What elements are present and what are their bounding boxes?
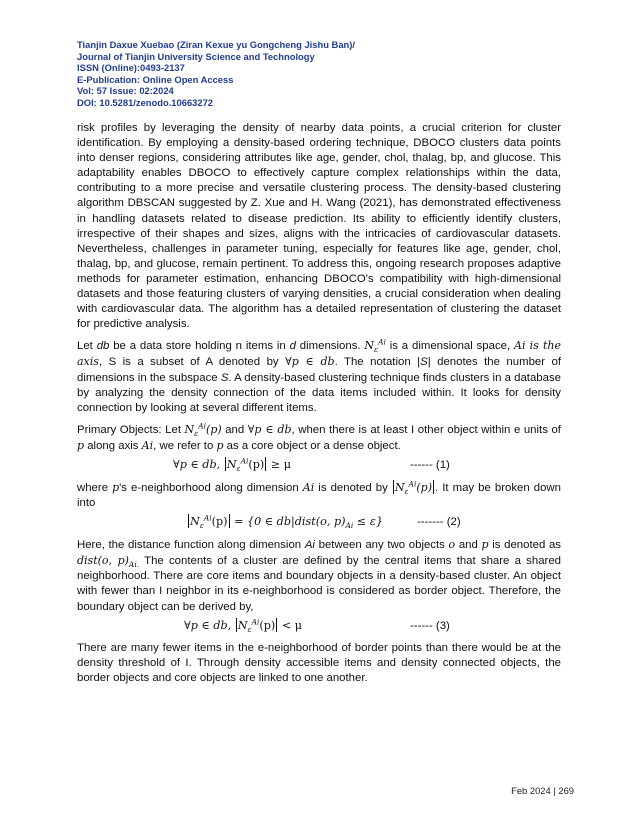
equation-2-formula: $N_\varepsilon^{Ai}(p) = \{0$ ∈ db|dist(o, $p)_{Ai} \le \varepsilon$} (190, 513, 383, 531)
issn: ISSN (Online):0493-2137 (77, 62, 185, 74)
text: db (96, 340, 110, 353)
text: The contents of a cluster are defined by the central items that share a shared neighborhood. There are core items and boundary objects in a density-based cluster. An object with fewer than I neighbor in its e-neighborhood is considered as border object. Therefore, the boundary object can be derived by, (77, 555, 561, 613)
text: | denotes the number of dimensions in the subspace (77, 356, 562, 384)
text: Ai (141, 438, 154, 452)
text: , we refer to (153, 439, 217, 452)
text: p (216, 438, 224, 452)
distance-expression: dist(o, $p)_{Ai.}$ (77, 554, 140, 570)
volume-issue: Vol: 57 Issue: 02:2024 (77, 85, 174, 97)
neighborhood-symbol: $N_\varepsilon^{Ai}(p)$ (184, 421, 222, 438)
text: where (77, 481, 113, 494)
text: is denoted by (314, 481, 392, 494)
journal-title-line: Tianjin Daxue Xuebao (Ziran Kexue yu Gongcheng Jishu Ban)/ (77, 39, 355, 50)
equation-2-label: ------- (2) (417, 516, 461, 529)
equation-3-label: ------ (3) (410, 619, 450, 632)
text: is denoted as (488, 539, 561, 552)
neighborhood-symbol: $N_\varepsilon^{Ai}$ (364, 337, 386, 355)
article-body (77, 121, 561, 686)
forall-expression: ∀p ∈ db (247, 422, 292, 436)
text: o (448, 538, 456, 552)
text: p (112, 480, 120, 494)
text: p (481, 538, 489, 552)
text: be a data store holding n items in (109, 340, 290, 353)
text: . A density-based clustering technique finds clusters in a database by analyzing the density connection of the data items included within. It looks for density connection by looking at several different items. (77, 371, 561, 414)
text: Ai is the axis (77, 339, 562, 369)
text: and (455, 539, 482, 552)
equation-1 (77, 454, 561, 480)
text: d (289, 340, 296, 353)
text: along axis (84, 439, 142, 452)
equation-1-label: ------ (1) (410, 458, 450, 471)
journal-english-title: Journal of Tianjin University Science and Technology (77, 50, 315, 62)
text: dimensions. (295, 340, 365, 353)
text: Ai (304, 539, 315, 552)
text: between any two objects (314, 539, 449, 552)
neighborhood-expression: $N_\varepsilon^{Ai}(p)$ (394, 479, 432, 497)
text: S (220, 371, 229, 384)
equation-3-formula: ∀p ∈ db, $N_\varepsilon^{Ai}(p) < \mu$ (184, 616, 303, 634)
equation-2 (77, 511, 561, 537)
page-footer: Feb 2024 | 269 (511, 785, 574, 796)
text: is a dimensional space, (385, 340, 515, 353)
paragraph-border-points: There are many fewer items in the e-neighborhood of border points than there would be at the density threshold of I. Through density accessible items and density connected objects, the border objects and core objects are linked to one another. (77, 641, 561, 684)
text: S (420, 356, 428, 369)
journal-header (77, 39, 557, 109)
text: Primary Objects: Let (77, 423, 185, 436)
text: 's e-neighborhood along dimension (119, 481, 303, 494)
text: . The notation | (334, 356, 421, 369)
text: . It may be broken down into (77, 481, 561, 510)
paragraph-neighborhood (77, 480, 561, 511)
equation-3 (77, 615, 561, 641)
paragraph-dboco: risk profiles by leveraging the density of nearby data points, a crucial criterion for cluster identification. By employing a density-based ordering technique, DBOCO clusters data points into denser regions, considering attributes like age, gender, chol, thalag, bp, and glucose. This adaptability enables DBOCO to effectively capture complex relationships within the data, contributing to a more precise and versatile clustering process. The density-based clustering algorithm DBSCAN suggested by Z. Xue and H. Wang (2021), has demonstrated effectiveness in handling datasets related to disease prediction. Its ability to efficiently identify clusters, irrespective of their shapes and sizes, aligns with the intricacies of cardiovascular datasets. Nevertheless, challenges in parameter tuning, especially for features like age, gender, chol, thalag, bp, and glucose, remain pertinent. To address this, ongoing research proposes adaptive methods for parameter estimation, enhancing DBOCO's compatibility with high-dimensional datasets and those featuring clusters of varying densities, a crucial consideration when dealing with cardiovascular data. The algorithm has a detailed representation of clustering the dataset for predictive analysis. (77, 122, 561, 331)
text: and (221, 423, 248, 436)
text: as a core object or a dense object. (223, 439, 401, 452)
equation-1-formula: ∀p ∈ db, $N_\varepsilon^{Ai}(p) \ge \mu$ (173, 456, 292, 474)
text: p (77, 438, 85, 452)
text: , when there is at least I other object within e units of (291, 423, 561, 436)
text: Ai (302, 480, 315, 494)
paragraph-distance (77, 537, 561, 614)
doi: DOI: 10.5281/zenodo.10663272 (77, 96, 214, 108)
publication-type: E-Publication: Online Open Access (77, 73, 234, 85)
text: Let (77, 340, 97, 353)
forall-expression: ∀p ∈ db (285, 355, 335, 369)
text: Here, the distance function along dimension (77, 539, 305, 552)
paragraph-definitions (77, 338, 561, 415)
paragraph-primary-objects (77, 422, 561, 454)
text: , S is a subset of A denoted by (98, 356, 286, 369)
